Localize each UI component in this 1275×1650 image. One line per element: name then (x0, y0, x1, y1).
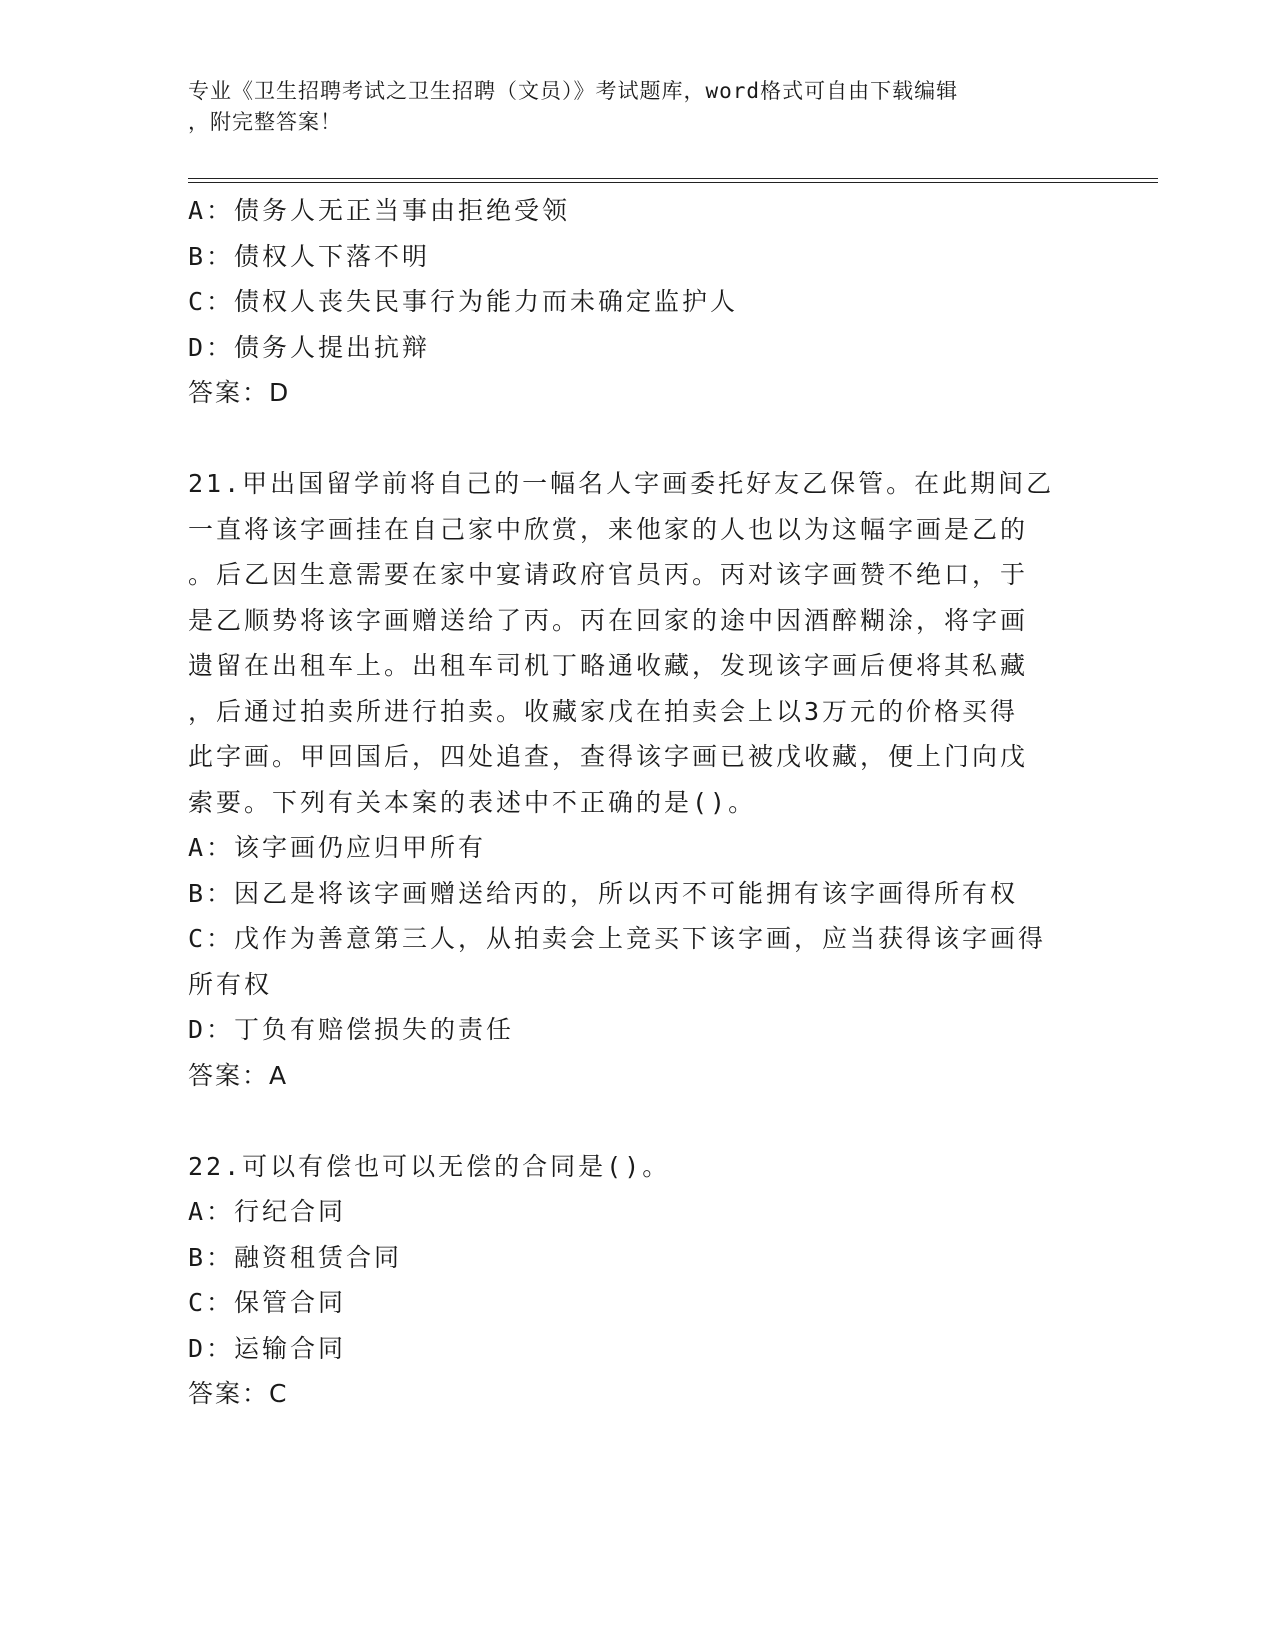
question-list (188, 188, 1078, 1417)
answer: 答案：C (188, 1379, 289, 1408)
option-a: A：该字画仍应归甲所有 (188, 833, 487, 862)
header-line-2: ，附完整答案！ (188, 110, 342, 134)
question-stem: 22.可以有偿也可以无偿的合同是()。 (188, 1151, 671, 1181)
header-line-1: 专业《卫生招聘考试之卫生招聘（文员）》考试题库，word格式可自由下载编辑 (188, 79, 959, 103)
spacer (188, 416, 1078, 462)
header-divider-bottom (188, 182, 1158, 183)
option-b: B：融资租赁合同 (188, 1242, 403, 1272)
option-c: C：保管合同 (188, 1288, 347, 1317)
question-stem-line: 遗留在出租车上。出租车司机丁略通收藏，发现该字画后便将其私藏 (188, 651, 1029, 680)
question-stem-line: 一直将该字画挂在自己家中欣赏，来他家的人也以为这幅字画是乙的 (188, 514, 1029, 544)
question-stem-line: ，后通过拍卖所进行拍卖。收藏家戊在拍卖会上以3万元的价格买得 (188, 696, 1019, 726)
option-b: B：债权人下落不明 (188, 241, 431, 271)
option-c: C：债权人丧失民事行为能力而未确定监护人 (188, 287, 739, 316)
option-c: C：戊作为善意第三人，从拍卖会上竞买下该字画，应当获得该字画得 (188, 924, 1047, 953)
question-stem-line: 索要。下列有关本案的表述中不正确的是()。 (188, 787, 757, 817)
question-stem-line: 21.甲出国留学前将自己的一幅名人字画委托好友乙保管。在此期间乙 (188, 469, 1055, 498)
question-20-options (188, 188, 1078, 416)
option-b: B：因乙是将该字画赠送给丙的，所以丙不可能拥有该字画得所有权 (188, 878, 1019, 908)
question-stem-line: 此字画。甲回国后，四处追查，查得该字画已被戊收藏，便上门向戊 (188, 742, 1029, 771)
option-a: A：行纪合同 (188, 1197, 347, 1226)
option-d: D：运输合同 (188, 1333, 347, 1363)
option-d: D：债务人提出抗辩 (188, 332, 431, 362)
option-a: A：债务人无正当事由拒绝受领 (188, 196, 571, 225)
question-22 (188, 1144, 1078, 1417)
question-stem-line: 。后乙因生意需要在家中宴请政府官员丙。丙对该字画赞不绝口，于 (188, 560, 1029, 589)
option-d: D：丁负有赔偿损失的责任 (188, 1015, 515, 1044)
question-21 (188, 461, 1078, 1098)
spacer (188, 1098, 1078, 1144)
header-divider-top (188, 178, 1158, 179)
document-header (188, 76, 1068, 138)
option-c-continued: 所有权 (188, 969, 273, 999)
answer: 答案：D (188, 378, 291, 407)
answer: 答案：A (188, 1060, 289, 1090)
question-stem-line: 是乙顺势将该字画赠送给了丙。丙在回家的途中因酒醉糊涂，将字画 (188, 605, 1029, 635)
